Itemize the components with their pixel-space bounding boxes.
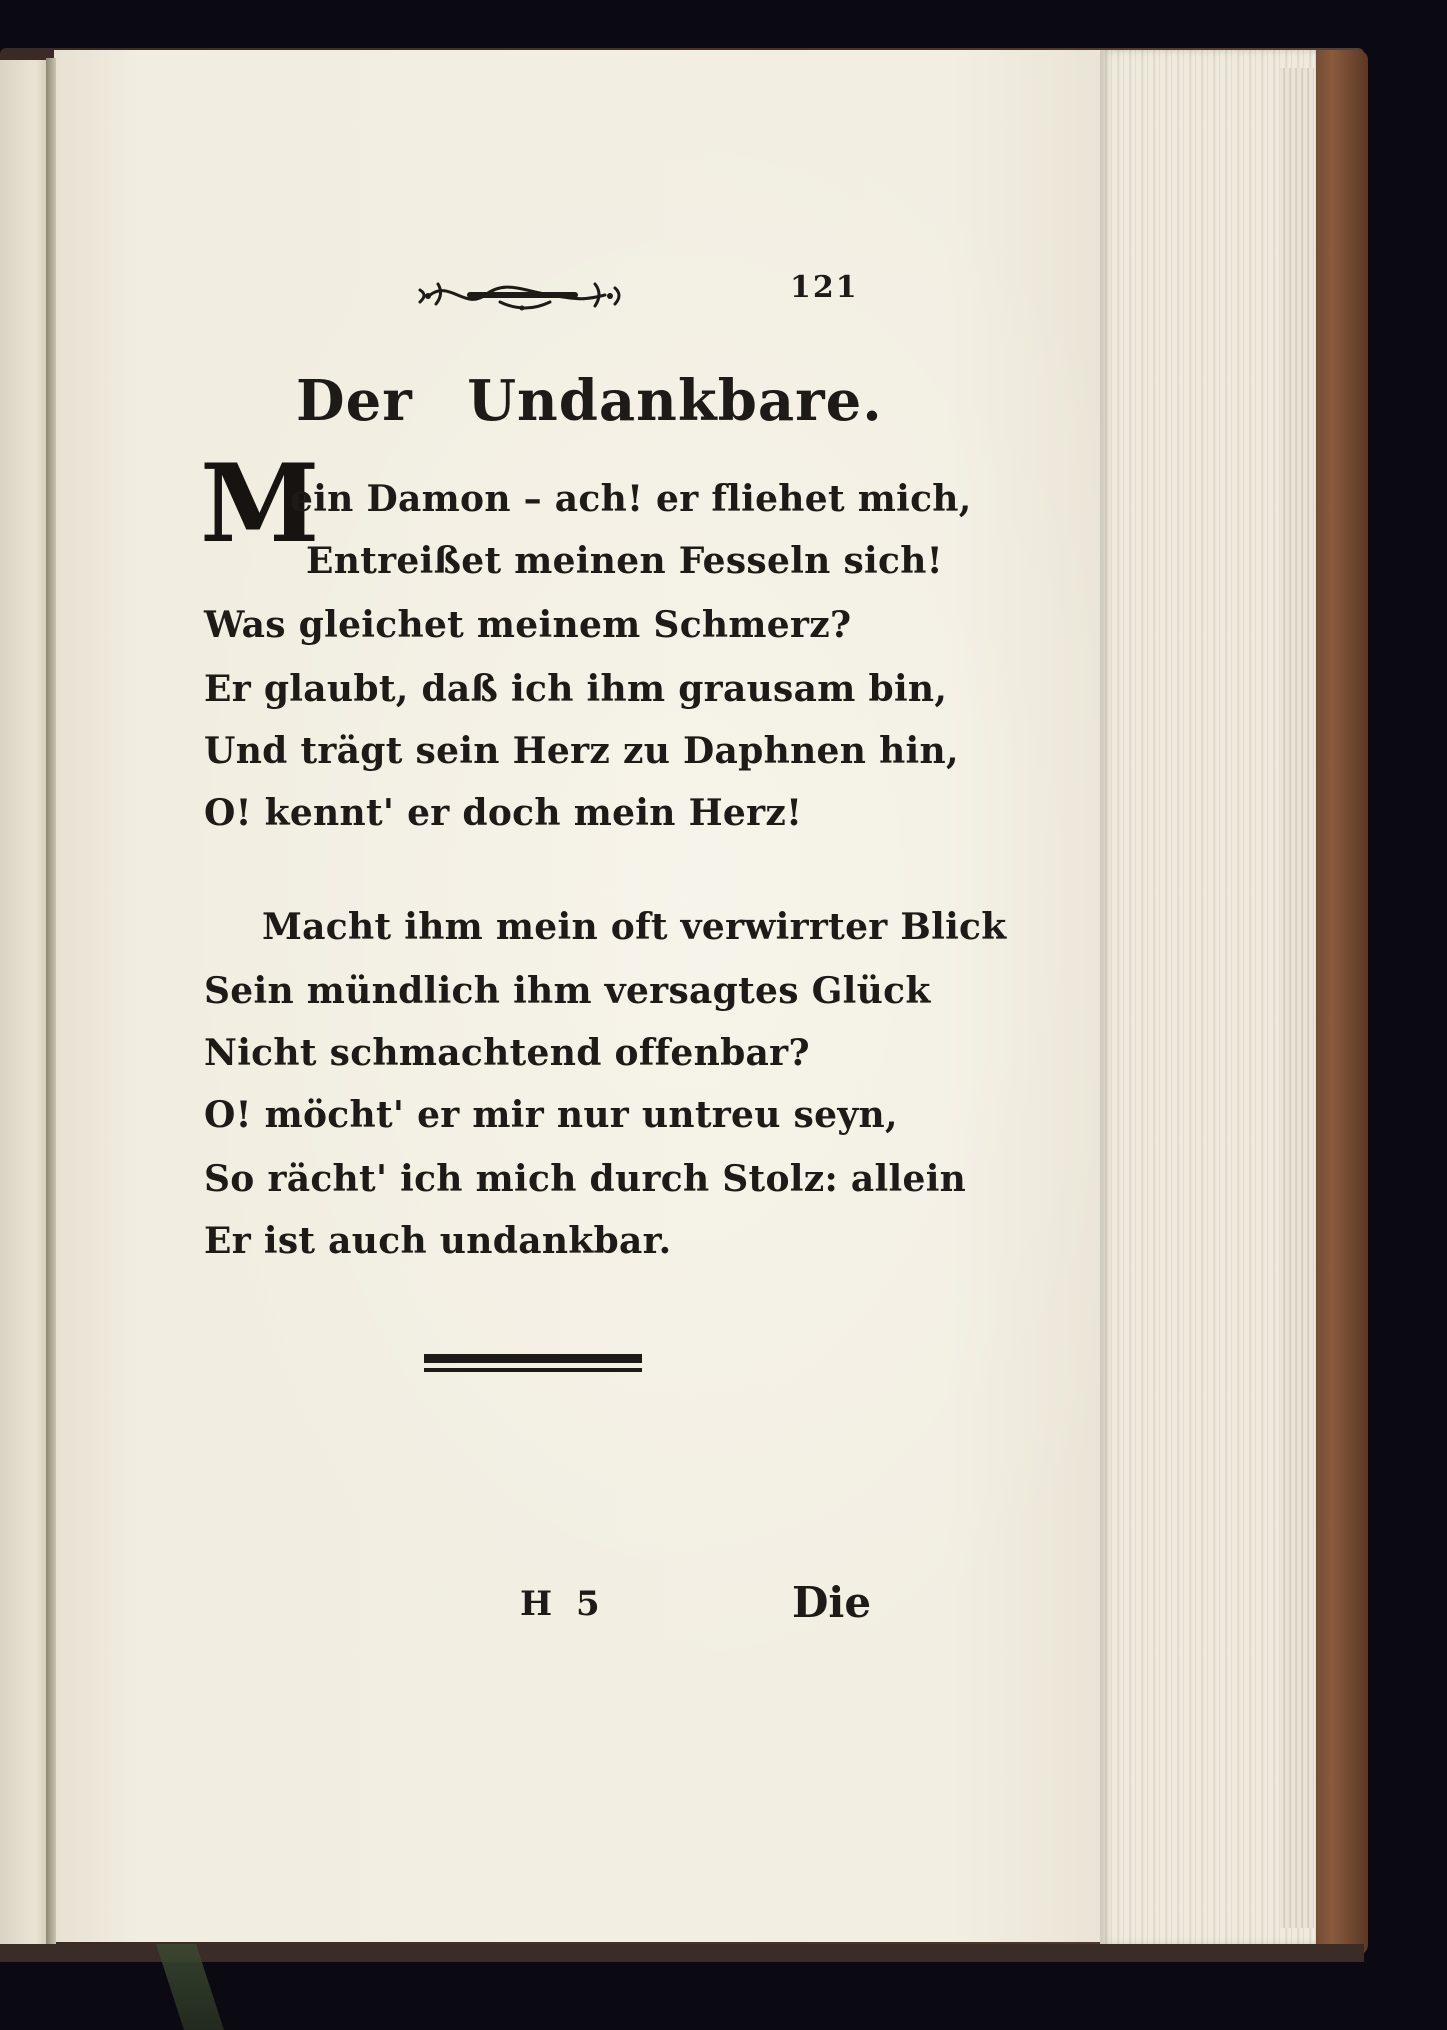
poem-title: Der Undankbare.: [296, 368, 883, 434]
cover-bottom: [0, 1944, 1364, 1962]
poem-line: Macht ihm mein oft verwirrter Blick: [262, 906, 1007, 948]
gutter: [46, 58, 56, 1950]
cover-edge: [1308, 50, 1368, 1955]
poem-line: O! möcht' er mir nur untreu seyn,: [204, 1094, 898, 1136]
poem-line: Was gleichet meinem Schmerz?: [204, 604, 852, 646]
page-edges-inner: [1280, 68, 1314, 1928]
poem-line: Er ist auch undankbar.: [204, 1220, 672, 1262]
poem-line: Nicht schmachtend offenbar?: [204, 1032, 810, 1074]
poem-line: Entreißet meinen Fesseln sich!: [306, 540, 943, 582]
poem-line: Und trägt sein Herz zu Daphnen hin,: [204, 730, 959, 772]
floral-ornament-icon: [410, 270, 630, 320]
poem-line: O! kennt' er doch mein Herz!: [204, 792, 803, 834]
poem-line: So rächt' ich mich durch Stolz: allein: [204, 1158, 967, 1200]
page-number: 121: [790, 270, 859, 305]
double-rule-thick: [424, 1354, 642, 1363]
poem-line: ein Damon – ach! er fliehet mich,: [290, 478, 972, 520]
poem-line: Sein mündlich ihm versagtes Glück: [204, 970, 931, 1012]
signature-mark: H 5: [520, 1584, 606, 1624]
drop-cap-initial: M: [200, 441, 320, 567]
left-page-edge: [0, 60, 50, 1948]
catchword: Die: [792, 1578, 872, 1627]
poem-line: Er glaubt, daß ich ihm grausam bin,: [204, 668, 948, 710]
double-rule-thin: [424, 1368, 642, 1372]
